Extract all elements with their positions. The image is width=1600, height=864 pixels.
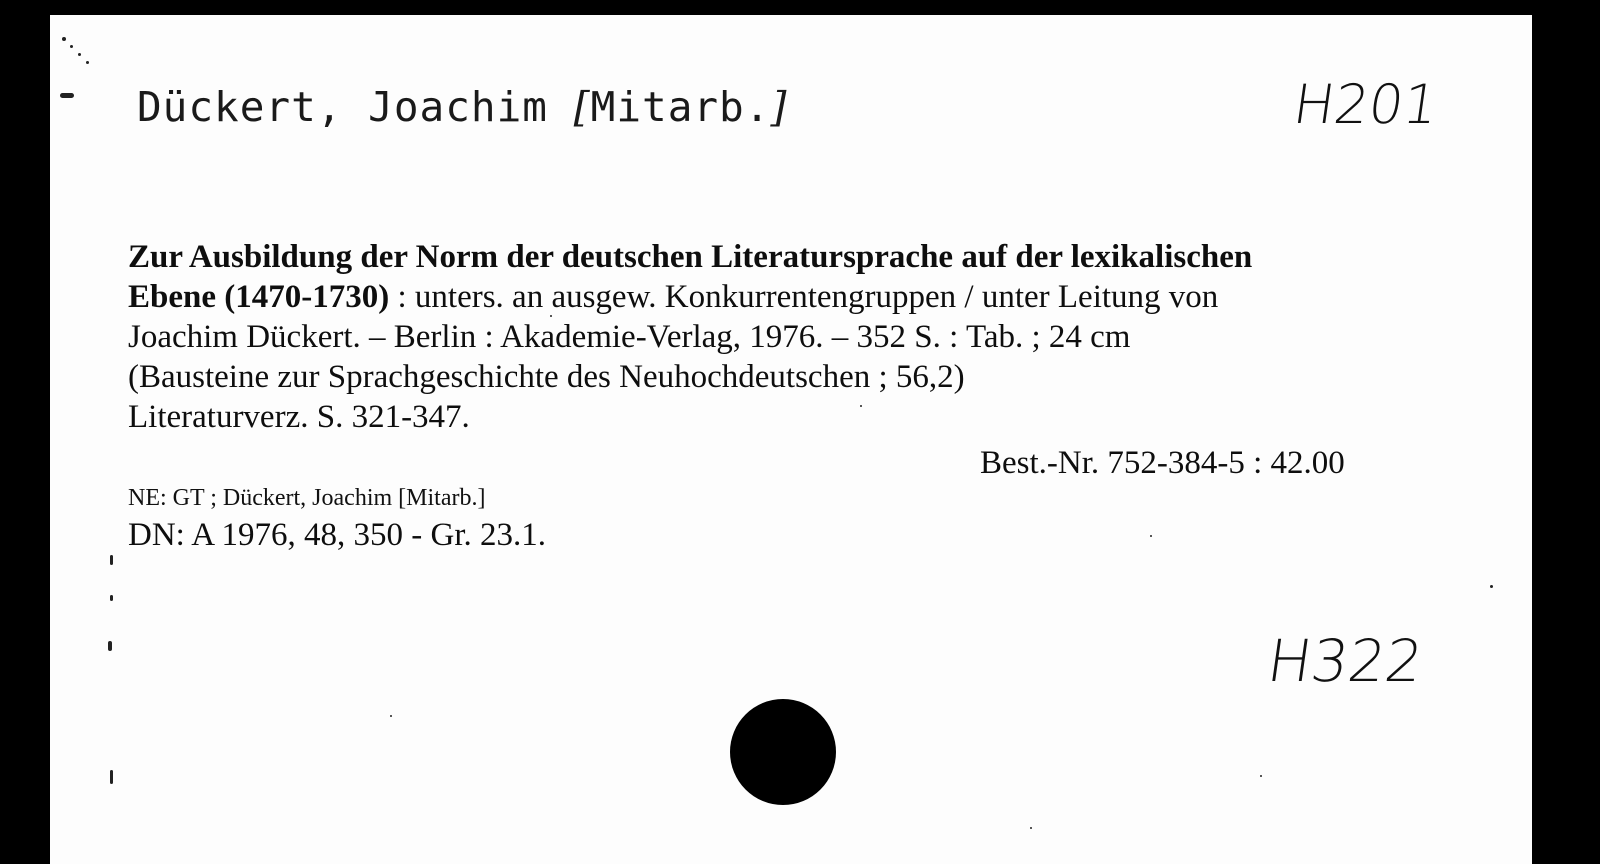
scan-speck — [1490, 585, 1493, 588]
scan-speck — [110, 555, 113, 565]
bracket-open: [ — [573, 83, 591, 131]
scan-speck — [1030, 827, 1032, 829]
author-name: Dückert, Joachim — [137, 83, 548, 131]
catalog-card — [50, 15, 1532, 864]
scan-speck — [78, 53, 81, 56]
added-entries: NE: GT ; Dückert, Joachim [Mitarb.] — [128, 485, 486, 511]
scan-speck — [108, 641, 112, 651]
scan-speck — [110, 595, 113, 601]
scan-speck — [60, 93, 74, 98]
bibliographic-entry — [128, 237, 1498, 437]
scan-speck — [1260, 775, 1262, 777]
title-part-2: Ebene (1470-1730) — [128, 279, 390, 315]
card-heading — [137, 83, 787, 131]
scan-speck — [390, 715, 392, 717]
shelf-mark-top: H201 — [1289, 73, 1443, 136]
dn-line: DN: A 1976, 48, 350 - Gr. 23.1. — [128, 517, 547, 553]
scan-speck — [550, 315, 552, 317]
scan-speck — [110, 770, 113, 784]
scan-speck — [70, 45, 73, 48]
scan-speck — [1150, 535, 1152, 537]
bracket-close: ] — [770, 83, 788, 131]
order-number: Best.-Nr. 752-384-5 : 42.00 — [980, 445, 1345, 481]
punch-hole — [730, 699, 836, 805]
title-part-1: Zur Ausbildung der Norm der deutschen Literatursprache auf der lexikalischen — [128, 239, 1253, 275]
notes-line: Literaturverz. S. 321-347. — [128, 399, 470, 435]
subtitle: : unters. an ausgew. Konkurrentengruppen / unter Leitung von — [389, 279, 1219, 315]
shelf-mark-bottom: H322 — [1263, 627, 1428, 695]
scan-speck — [62, 37, 66, 41]
author-role: Mitarb. — [590, 83, 771, 131]
scan-speck — [86, 61, 89, 64]
entry-line-2 — [128, 277, 1498, 317]
series-line: (Bausteine zur Sprachgeschichte des Neuhochdeutschen ; 56,2) — [128, 359, 965, 395]
publication-line: Joachim Dückert. – Berlin : Akademie-Verlag, 1976. – 352 S. : Tab. ; 24 cm — [128, 319, 1131, 355]
entry-line-1 — [128, 237, 1498, 277]
scan-speck — [860, 405, 862, 407]
